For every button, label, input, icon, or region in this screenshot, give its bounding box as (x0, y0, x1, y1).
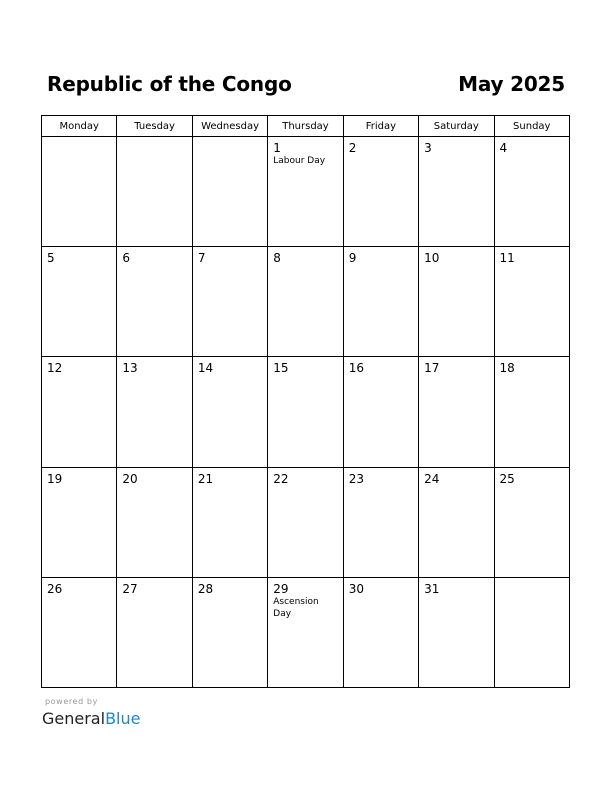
day-cell (192, 577, 267, 687)
day-cell (494, 577, 569, 687)
week-row (42, 247, 570, 357)
week-row (42, 357, 570, 467)
day-number: 30 (348, 581, 364, 596)
calendar-month-title: May 2025 (458, 72, 565, 96)
day-cell (419, 357, 494, 467)
calendar-country-title: Republic of the Congo (47, 72, 292, 96)
day-number: 19 (47, 471, 63, 486)
day-cell (419, 467, 494, 577)
day-cell (117, 467, 192, 577)
day-cell (268, 467, 343, 577)
day-cell (494, 247, 569, 357)
weekday-header: Tuesday (117, 116, 192, 137)
day-cell (268, 247, 343, 357)
day-number: 14 (197, 361, 214, 376)
day-cell (42, 137, 117, 247)
day-number: 10 (424, 251, 440, 266)
weekday-header: Sunday (494, 116, 569, 137)
footer-branding (42, 697, 140, 730)
day-cell (117, 137, 192, 247)
day-number (117, 137, 191, 141)
day-number: 17 (424, 361, 440, 376)
week-row (42, 467, 570, 577)
day-cell (343, 247, 418, 357)
day-cell (494, 467, 569, 577)
day-cell (117, 357, 192, 467)
day-cell (343, 357, 418, 467)
day-number (495, 578, 569, 582)
day-number: 12 (47, 361, 63, 376)
holiday-label: Labour Day (273, 156, 326, 166)
day-cell (42, 577, 117, 687)
day-number (193, 137, 267, 141)
day-cell (192, 247, 267, 357)
day-number: 13 (122, 361, 138, 376)
day-number: 16 (348, 361, 364, 376)
holiday-label: Ascension Day (273, 596, 319, 619)
day-cell (117, 247, 192, 357)
day-number: 25 (499, 471, 515, 486)
day-number: 21 (197, 471, 214, 486)
weekday-header: Wednesday (192, 116, 267, 137)
day-number: 2 (348, 141, 357, 155)
day-number: 26 (47, 581, 63, 596)
day-number: 4 (499, 141, 508, 155)
day-cell (419, 247, 494, 357)
powered-by-text: powered by (45, 697, 98, 706)
day-number: 29 (273, 581, 289, 596)
day-cell (192, 137, 267, 247)
day-number: 22 (273, 471, 289, 486)
weekday-header: Monday (42, 116, 117, 137)
day-number (42, 137, 116, 141)
day-number: 3 (424, 141, 432, 155)
week-row (42, 137, 570, 247)
day-cell (419, 137, 494, 247)
day-cell (343, 467, 418, 577)
day-cell (343, 577, 418, 687)
day-number: 27 (122, 581, 138, 596)
day-number: 8 (273, 251, 281, 266)
day-cell (117, 577, 192, 687)
day-cell (42, 357, 117, 467)
day-number: 28 (197, 581, 214, 596)
day-cell (192, 357, 267, 467)
day-cell (42, 247, 117, 357)
day-number: 15 (273, 361, 289, 376)
day-cell (268, 137, 343, 247)
day-number: 7 (197, 251, 206, 266)
day-number: 1 (273, 141, 281, 155)
generalblue-logo[interactable] (42, 708, 140, 730)
day-number: 6 (122, 251, 131, 266)
day-number: 5 (47, 251, 55, 266)
logo-text-blue: Blue (105, 709, 141, 728)
calendar-grid (41, 115, 570, 688)
day-number: 24 (424, 471, 440, 486)
day-number: 11 (499, 251, 515, 266)
day-cell (419, 577, 494, 687)
day-cell (494, 137, 569, 247)
day-cell (343, 137, 418, 247)
day-cell (268, 577, 343, 687)
day-cell (494, 357, 569, 467)
day-cell (42, 467, 117, 577)
day-number: 23 (348, 471, 364, 486)
logo-text-general: General (42, 709, 106, 728)
day-number: 31 (424, 581, 440, 596)
day-number: 20 (122, 471, 138, 486)
week-row (42, 577, 570, 687)
day-cell (192, 467, 267, 577)
day-cell (268, 357, 343, 467)
day-number: 9 (348, 251, 357, 266)
weekday-header: Saturday (419, 116, 494, 137)
weekday-header: Thursday (268, 116, 343, 137)
day-number: 18 (499, 361, 515, 376)
weekday-header-row (42, 116, 570, 137)
weekday-header: Friday (343, 116, 418, 137)
